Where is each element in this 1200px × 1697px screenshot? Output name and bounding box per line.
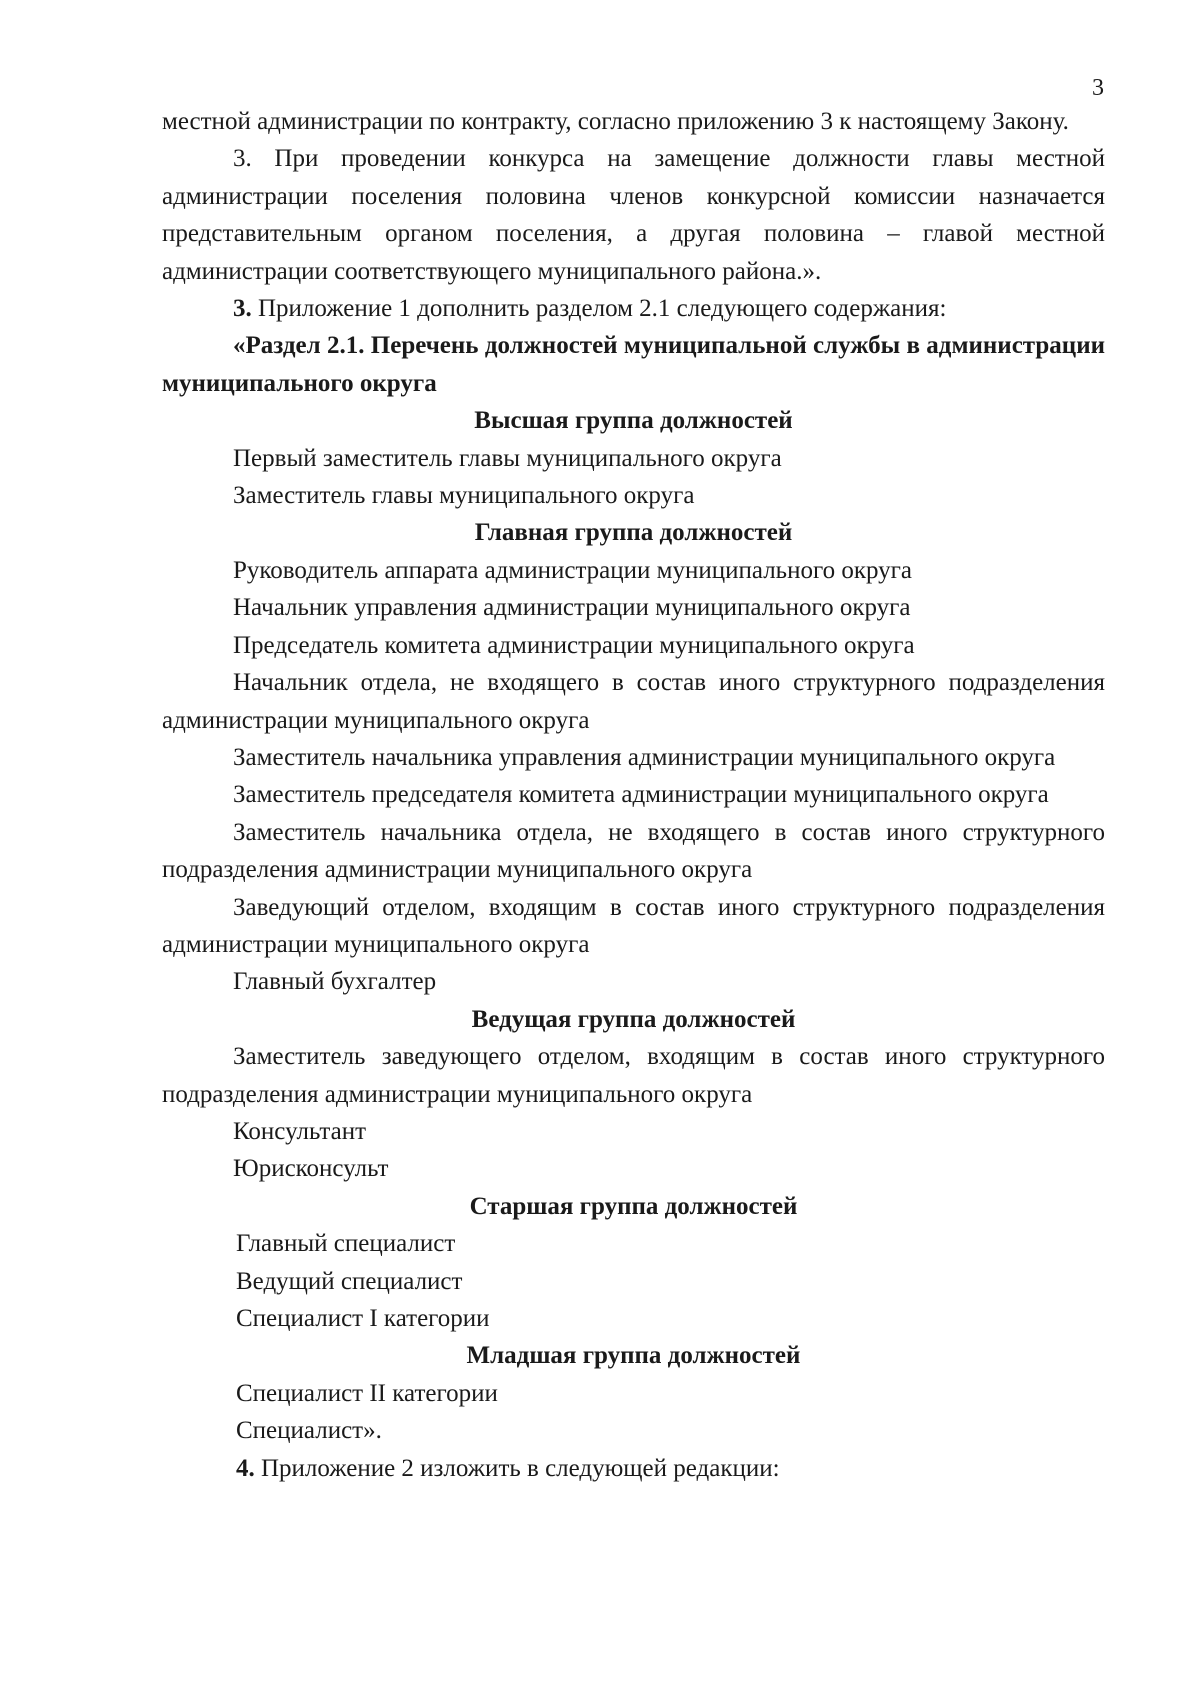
list-item: Главный бухгалтер	[233, 968, 437, 996]
list-item: Консультант	[233, 1117, 367, 1145]
list-item: Начальник отдела, не входящего в состав иного структурного подразделения администрации муниципального округа	[162, 669, 1105, 734]
list-item: Юрисконсульт	[233, 1155, 389, 1183]
paragraph-3	[162, 290, 1105, 327]
list-item: Заведующий отделом, входящим в состав иного структурного подразделения администрации муниципального округа	[162, 893, 1105, 958]
list-item: Начальник управления администрации муниципального округа	[233, 594, 911, 622]
list-item: Руководитель аппарата администрации муниципального округа	[233, 556, 913, 584]
list-item: Специалист II категории	[236, 1379, 498, 1407]
group-heading-leading: Ведущая группа должностей	[471, 1005, 796, 1033]
list-item: Ведущий специалист	[236, 1267, 463, 1295]
list-item: Заместитель начальника отдела, не входящего в состав иного структурного подразделения администрации муниципального округа	[162, 818, 1105, 884]
list-item: Заместитель начальника управления администрации муниципального округа	[233, 743, 1056, 771]
paragraph-3-number: 3.	[233, 295, 252, 323]
paragraph-4	[162, 1450, 1105, 1487]
list-item: Специалист I категории	[236, 1305, 490, 1332]
list-item: Главный специалист	[236, 1230, 456, 1258]
group-heading-highest: Высшая группа должностей	[474, 407, 793, 435]
list-item: Заместитель заведующего отделом, входящим в состав иного структурного подразделения администрации муниципального округа	[162, 1043, 1105, 1108]
paragraph-2: 3. При проведении конкурса на замещение должности главы местной администрации поселения половина членов конкурсной комиссии назначается представительным органом поселения, а другая половина – главой местной администрации соответствующего муниципального района.».	[162, 145, 1105, 285]
paragraph-4-text: Приложение 2 изложить в следующей редакции:	[254, 1454, 780, 1482]
paragraph-3-text: Приложение 1 дополнить разделом 2.1 следующего содержания:	[251, 295, 947, 323]
document-body	[162, 103, 1105, 1487]
list-item: Заместитель председателя комитета администрации муниципального округа	[233, 781, 1049, 809]
paragraph-4-number: 4.	[236, 1454, 255, 1482]
list-item: Специалист».	[236, 1417, 382, 1445]
paragraph-1: местной администрации по контракту, согласно приложению 3 к настоящему Закону.	[162, 108, 1069, 135]
page-number: 3	[1092, 75, 1104, 101]
group-heading-main: Главная группа должностей	[474, 519, 793, 547]
group-heading-senior: Старшая группа должностей	[469, 1192, 798, 1220]
list-item: Председатель комитета администрации муниципального округа	[233, 631, 915, 659]
list-item: Первый заместитель главы муниципального округа	[233, 444, 782, 472]
group-heading-junior: Младшая группа должностей	[466, 1342, 801, 1370]
list-item: Заместитель главы муниципального округа	[233, 482, 695, 510]
section-title: «Раздел 2.1. Перечень должностей муниципальной службы в администрации муниципального округа	[162, 332, 1105, 397]
